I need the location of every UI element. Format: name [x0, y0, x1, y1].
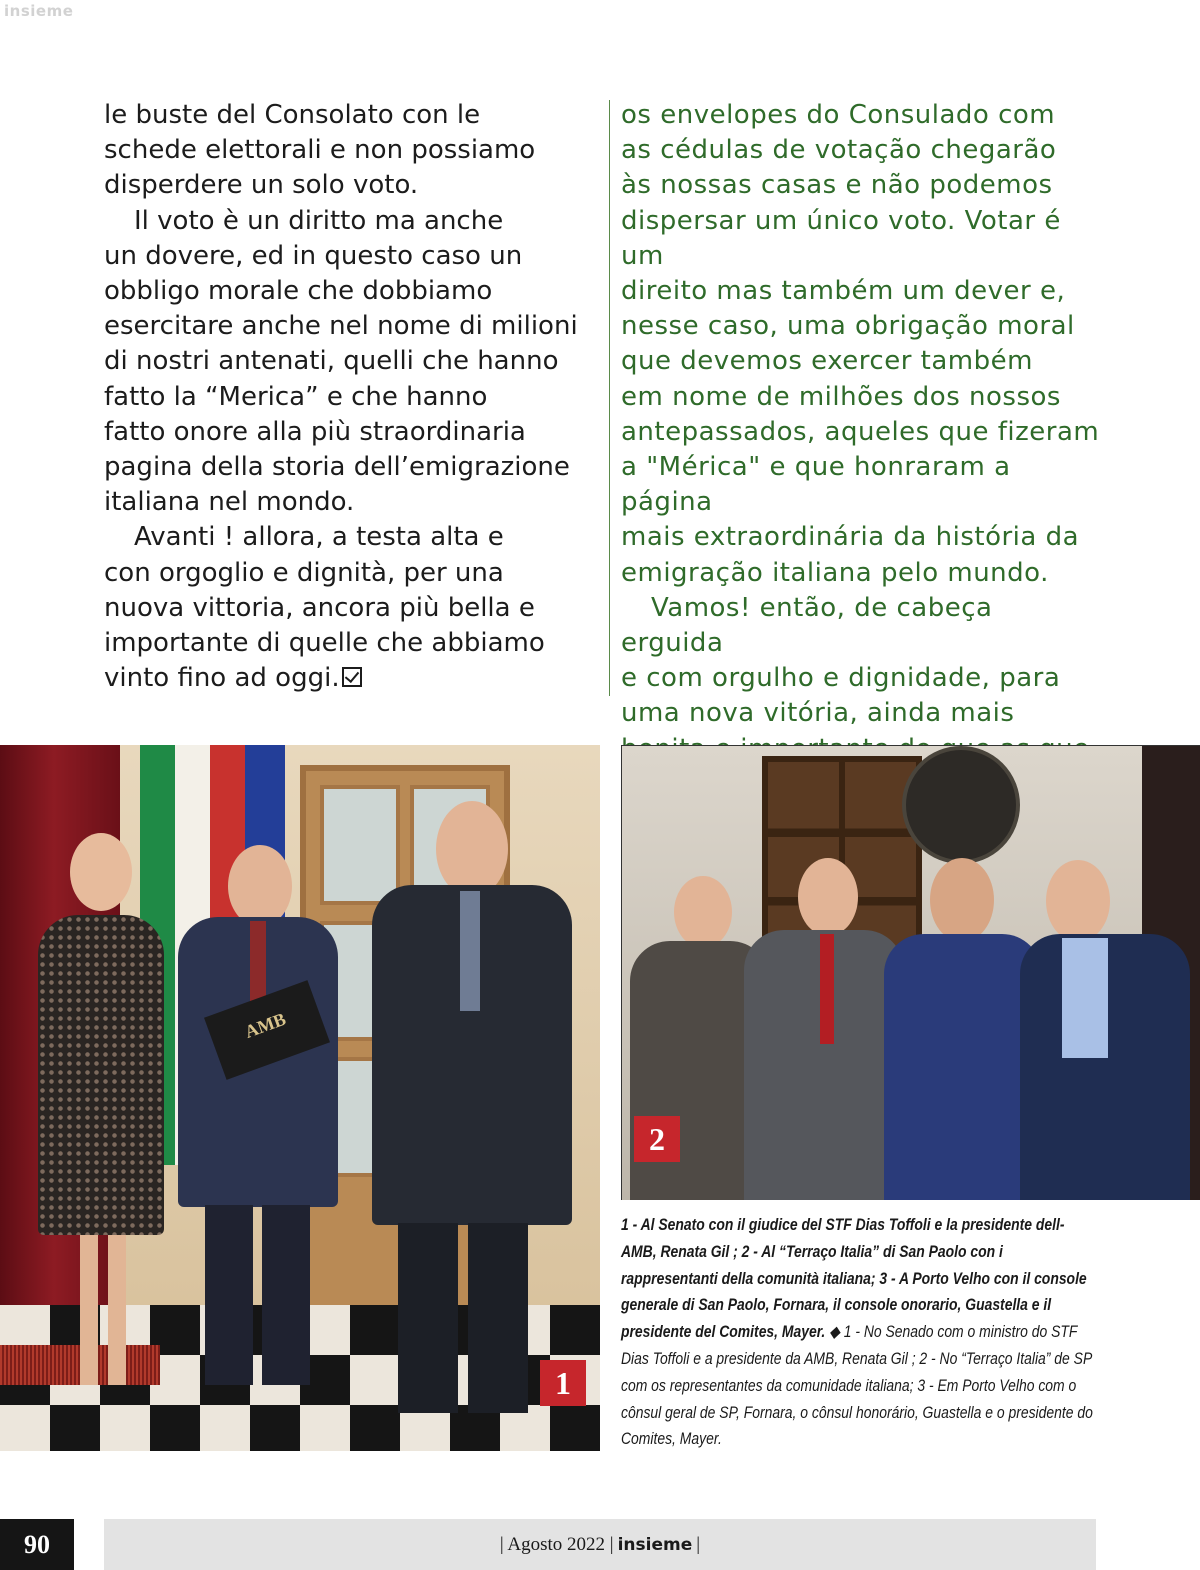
- checkbox-end-icon: [342, 667, 362, 687]
- portuguese-paragraph-2: Vamos! então, de cabeça erguida e com orgulho e dignidade, para uma nova vitória, ainda mais: [621, 591, 1101, 802]
- footer-brand: insieme: [617, 1534, 693, 1555]
- footer-bar: [104, 1519, 1096, 1570]
- caption-portuguese: 1 - No Senado com o ministro do STF Dias Toffoli e a presidente da AMB, Renata Gil ; 2 - No “Terraço Italia” de SP com os representantes da comunidade italiana; 3 - Em Porto Velho com o cônsul geral de SP, Fornara, o cônsul honorário, Guastella e o presidente do Comites, Mayer.: [621, 1323, 1093, 1449]
- photo-number-badge-2: 2: [634, 1116, 680, 1162]
- italian-paragraph-1: le buste del Consolato con le schede elettorali e non possiamo disperdere un solo voto.: [104, 100, 536, 201]
- italian-paragraph-3: Avanti ! allora, a testa alta e con orgoglio e dignità, per una nuova vittoria, ancora più bella e importante di quelle che abbiamo vinto fino ad oggi.: [104, 522, 545, 694]
- consulate-seal: [902, 746, 1020, 864]
- masthead-logo: insieme: [4, 2, 74, 20]
- caption-separator: ◆: [829, 1323, 840, 1342]
- footer-date: | Agosto 2022 |: [499, 1533, 614, 1555]
- caption-italian: 1 - Al Senato con il giudice del STF Dias Toffoli e la presidente dell-AMB, Renata Gil ; 2 - Al “Terraço Italia” di San Paolo con i rappresentanti della comunità italiana; 3 - A Porto Velho con il console generale di San Paolo, Fornara, il console onorario, Guastella e il presidente del Comites, Mayer.: [621, 1216, 1087, 1342]
- photo-number-badge-1: 1: [540, 1360, 586, 1406]
- page-number: 90: [0, 1519, 74, 1570]
- footer-end: |: [696, 1533, 701, 1555]
- amb-book: AMB: [204, 980, 330, 1080]
- photo-caption: [621, 1212, 1097, 1453]
- photo-senate: [0, 745, 600, 1451]
- italian-column: [104, 98, 594, 696]
- portuguese-column: [621, 98, 1101, 802]
- photo-terraco-italia: [621, 745, 1200, 1200]
- italian-paragraph-2: Il voto è un diritto ma anche un dovere, ed in questo caso un obbligo morale che dobbiamo esercitare anche nel nome di milioni di nostri antenati, quelli che hanno fatto la “Merica” e che hanno fatto onore alla più straordinaria pagina della storia dell’emigrazione italiana nel mondo.: [104, 205, 578, 518]
- portuguese-paragraph-1: os envelopes do Consulado com as cédulas de votação chegarão às nossas casas e não podemos dispersar um único voto. Votar é um direito mas também um dever e, nesse caso, uma obrigação moral que devemos exercer também em nome de milhões dos nossos antepassados, aqueles que fizeram a "Mérica" e que honraram a página mais extraordinária da história da emigração italiana pelo mundo.: [621, 100, 1100, 588]
- column-divider: [609, 100, 610, 696]
